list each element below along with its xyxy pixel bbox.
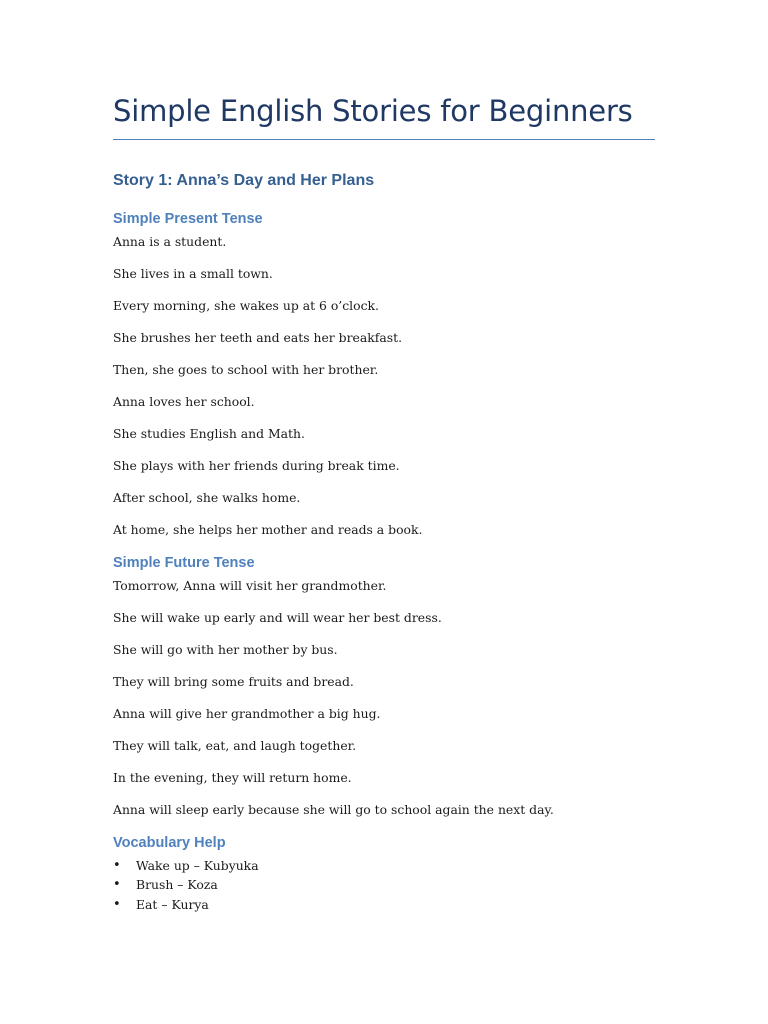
future-tense-heading: Simple Future Tense: [113, 555, 255, 571]
future-line: She will wake up early and will wear her best dress.: [113, 610, 442, 625]
present-line: She lives in a small town.: [113, 266, 273, 281]
bullet-icon: •: [113, 877, 121, 892]
future-line: Anna will give her grandmother a big hug.: [113, 706, 381, 721]
future-line: Anna will sleep early because she will go to school again the next day.: [113, 802, 554, 817]
document-title: Simple English Stories for Beginners: [113, 94, 633, 128]
bullet-icon: •: [113, 858, 121, 873]
vocabulary-heading: Vocabulary Help: [113, 835, 226, 851]
present-line: Every morning, she wakes up at 6 o’clock.: [113, 298, 379, 313]
future-line: She will go with her mother by bus.: [113, 642, 338, 657]
present-tense-heading: Simple Present Tense: [113, 211, 263, 227]
present-line: Anna is a student.: [113, 234, 227, 249]
present-line: Then, she goes to school with her brother.: [113, 362, 379, 377]
story-heading: Story 1: Anna’s Day and Her Plans: [113, 172, 375, 189]
vocabulary-item-text: Eat – Kurya: [136, 897, 209, 912]
future-line: They will bring some fruits and bread.: [113, 674, 354, 689]
bullet-icon: •: [113, 897, 121, 912]
future-line: Tomorrow, Anna will visit her grandmother.: [113, 578, 387, 593]
present-line: She studies English and Math.: [113, 426, 305, 441]
vocabulary-item: [113, 897, 513, 915]
vocabulary-item: [113, 877, 513, 895]
vocabulary-item-text: Wake up – Kubyuka: [136, 858, 259, 873]
present-line: At home, she helps her mother and reads a book.: [113, 522, 423, 537]
present-line: Anna loves her school.: [113, 394, 255, 409]
future-line: They will talk, eat, and laugh together.: [113, 738, 357, 753]
vocabulary-item: [113, 858, 513, 876]
vocabulary-item-text: Brush – Koza: [136, 877, 218, 892]
title-underline: [113, 139, 655, 140]
present-line: After school, she walks home.: [113, 490, 301, 505]
present-line: She plays with her friends during break time.: [113, 458, 400, 473]
present-line: She brushes her teeth and eats her breakfast.: [113, 330, 403, 345]
future-line: In the evening, they will return home.: [113, 770, 352, 785]
